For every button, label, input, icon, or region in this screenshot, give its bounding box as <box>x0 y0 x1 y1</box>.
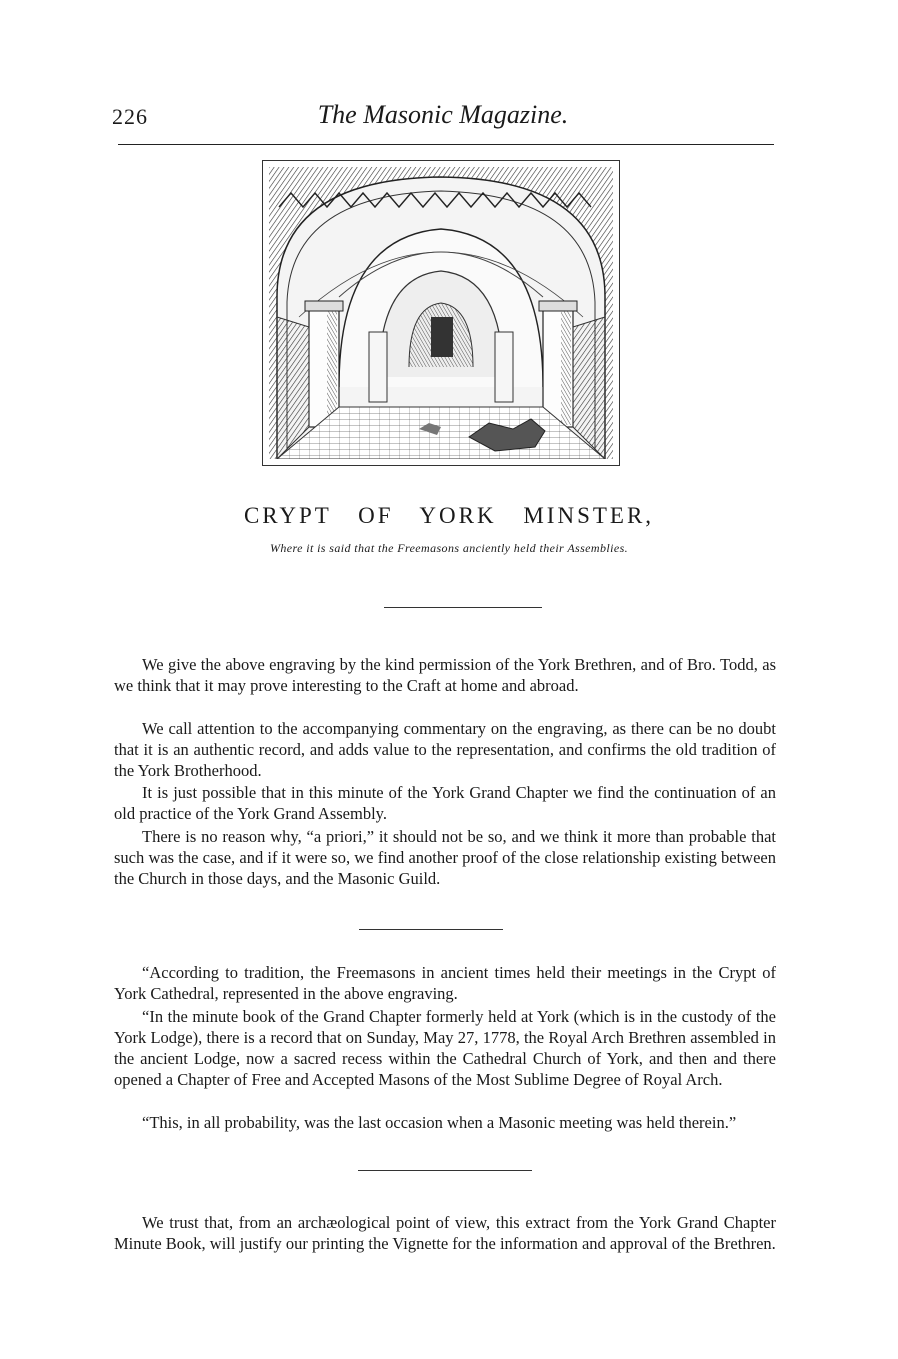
page-number: 226 <box>112 104 148 129</box>
intro-paragraph: We call attention to the accompanying commentary on the engraving, as there can be no doubt that it is an authentic record, and adds value to the representation, and confirms the old tradition of the York Brotherhood. <box>114 719 776 780</box>
running-title: The Masonic Magazine. <box>317 100 569 129</box>
section-rule <box>359 929 503 930</box>
section-rule <box>358 1170 532 1171</box>
header-rule <box>118 144 774 145</box>
page-header <box>112 100 774 136</box>
closing-paragraph: We trust that, from an archæological point of view, this extract from the York Grand Chapter Minute Book, will justify our printing the Vignette for the information and approval of the Brethren. <box>114 1213 776 1253</box>
figure-title: CRYPT OF YORK MINSTER, <box>243 503 655 528</box>
intro-paragraph: We give the above engraving by the kind permission of the York Brethren, and of Bro. Todd, as we think that it may prove interesting to the Craft at home and abroad. <box>114 655 776 695</box>
quote-paragraph: “According to tradition, the Freemasons in ancient times held their meetings in the Crypt of York Cathedral, represented in the above engraving. <box>114 963 776 1003</box>
quote-paragraph: “In the minute book of the Grand Chapter formerly held at York (which is in the custody of the York Lodge), there is a record that on Sunday, May 27, 1778, the Royal Arch Brethren assembled in the ancient Lodge, now a sacred recess within the Cathedral Church of York, and then and there opened a Chapter of Free and Accepted Masons of the Most Sublime Degree of Royal Arch. <box>114 1007 776 1089</box>
quote-paragraph: “This, in all probability, was the last occasion when a Masonic meeting was held therein.” <box>142 1113 737 1132</box>
figure-subtitle: Where it is said that the Freemasons anciently held their Assemblies. <box>269 541 629 555</box>
intro-paragraph: It is just possible that in this minute of the York Grand Chapter we find the continuation of an old practice of the York Grand Assembly. <box>114 783 776 823</box>
section-rule <box>384 607 542 608</box>
crypt-engraving-illustration <box>269 167 613 459</box>
crypt-engraving <box>262 160 620 466</box>
intro-paragraph: There is no reason why, “a priori,” it should not be so, and we think it more than probable that such was the case, and if it were so, we find another proof of the close relationship existing between the Church in those days, and the Masonic Guild. <box>114 827 776 888</box>
